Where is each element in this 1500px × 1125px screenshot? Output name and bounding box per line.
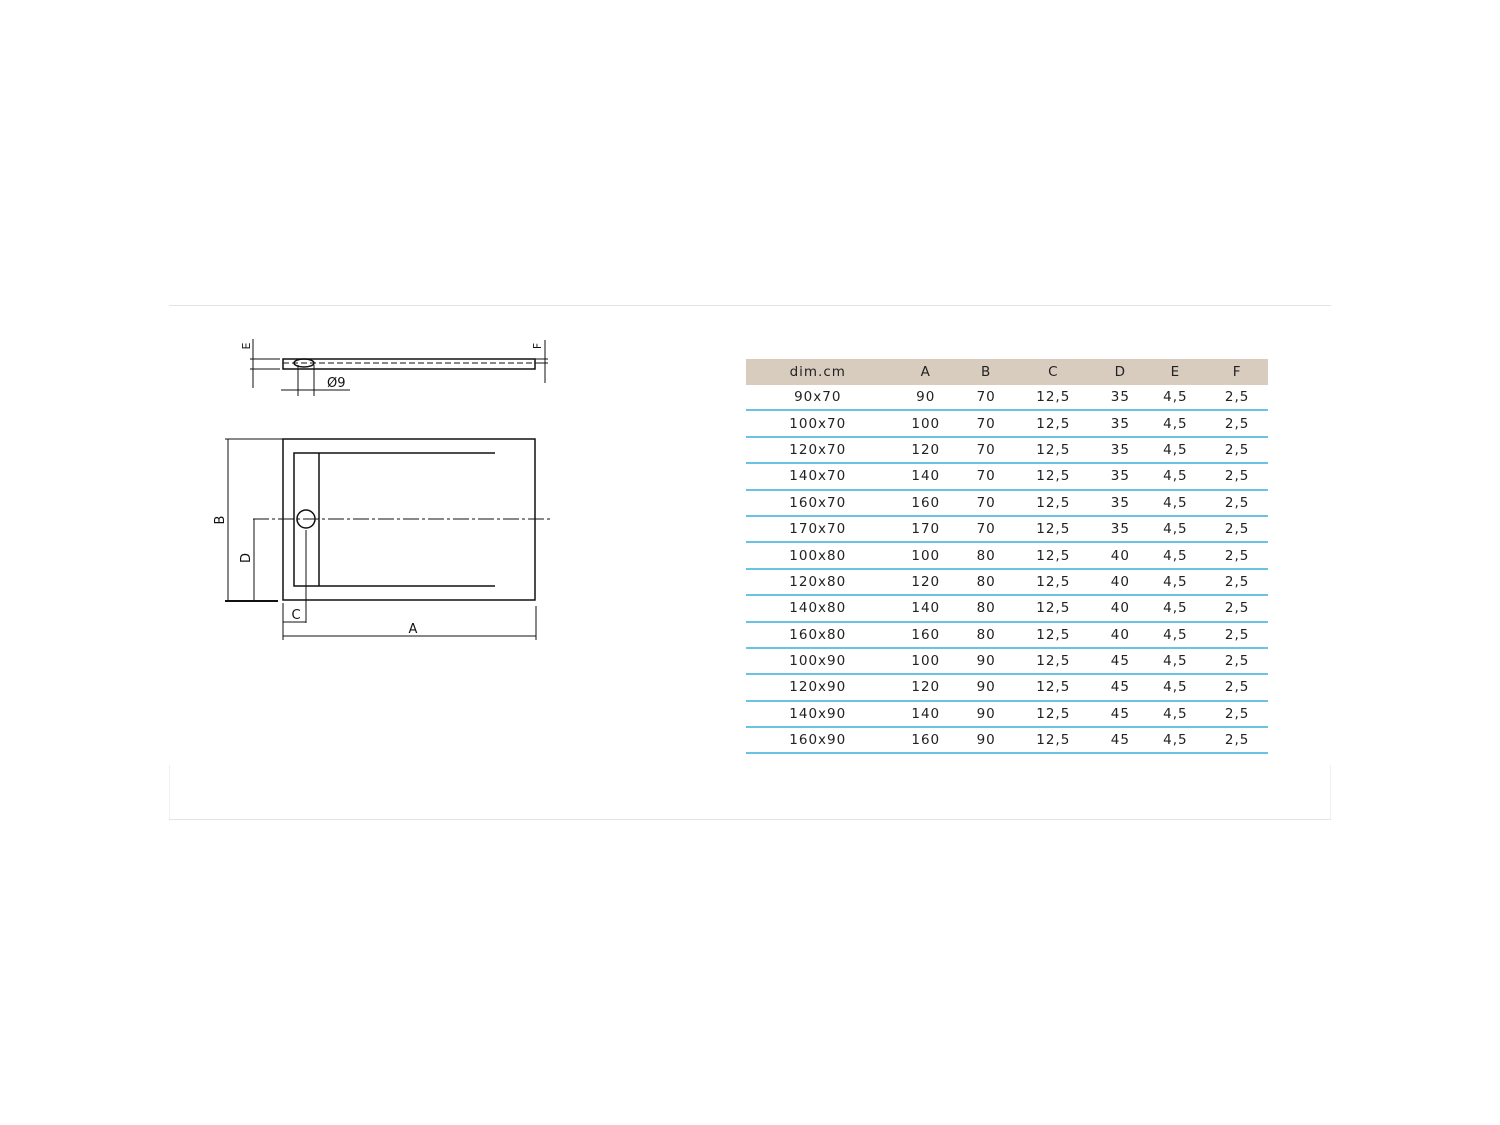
table-cell: 12,5 — [1010, 569, 1096, 595]
table-cell: 4,5 — [1145, 595, 1207, 621]
column-header: C — [1010, 359, 1096, 385]
label-diameter: Ø9 — [327, 376, 346, 391]
column-header: dim.cm — [746, 359, 889, 385]
table-cell: 2,5 — [1206, 410, 1268, 436]
column-header: D — [1096, 359, 1144, 385]
table-row — [746, 490, 1268, 516]
table-cell: 4,5 — [1145, 542, 1207, 568]
table-cell: 2,5 — [1206, 727, 1268, 753]
table-cell: 160 — [889, 727, 962, 753]
table-cell: 4,5 — [1145, 701, 1207, 727]
table-row — [746, 727, 1268, 753]
table-cell: 70 — [962, 516, 1010, 542]
table-cell: 70 — [962, 385, 1010, 410]
table-cell: 120 — [889, 674, 962, 700]
table-cell: 170x70 — [746, 516, 889, 542]
table-cell: 12,5 — [1010, 490, 1096, 516]
label-b: B — [213, 515, 228, 525]
table-header-row — [746, 359, 1268, 385]
table-cell: 35 — [1096, 463, 1144, 489]
table-cell: 4,5 — [1145, 410, 1207, 436]
table-cell: 4,5 — [1145, 385, 1207, 410]
table-cell: 35 — [1096, 410, 1144, 436]
table-cell: 4,5 — [1145, 622, 1207, 648]
table-cell: 40 — [1096, 622, 1144, 648]
table-cell: 12,5 — [1010, 516, 1096, 542]
table-cell: 80 — [962, 595, 1010, 621]
top-view — [225, 439, 550, 640]
table-row — [746, 701, 1268, 727]
table-cell: 160x80 — [746, 622, 889, 648]
table-cell: 4,5 — [1145, 727, 1207, 753]
table-cell: 12,5 — [1010, 463, 1096, 489]
table-cell: 70 — [962, 463, 1010, 489]
table-cell: 4,5 — [1145, 437, 1207, 463]
table-cell: 100x70 — [746, 410, 889, 436]
table-row — [746, 463, 1268, 489]
label-e: E — [240, 342, 253, 350]
table-cell: 40 — [1096, 569, 1144, 595]
table-cell: 45 — [1096, 674, 1144, 700]
table-cell: 140 — [889, 463, 962, 489]
table-cell: 2,5 — [1206, 463, 1268, 489]
table-cell: 90 — [962, 674, 1010, 700]
label-f: F — [531, 342, 544, 350]
table-cell: 100x90 — [746, 648, 889, 674]
table-cell: 80 — [962, 622, 1010, 648]
table-cell: 120x90 — [746, 674, 889, 700]
table-cell: 2,5 — [1206, 490, 1268, 516]
table-cell: 160x70 — [746, 490, 889, 516]
table-row — [746, 516, 1268, 542]
table-cell: 70 — [962, 410, 1010, 436]
column-header: F — [1206, 359, 1268, 385]
table-cell: 170 — [889, 516, 962, 542]
column-header: B — [962, 359, 1010, 385]
table-cell: 4,5 — [1145, 516, 1207, 542]
table-cell: 2,5 — [1206, 648, 1268, 674]
label-d: D — [239, 552, 254, 564]
table-cell: 45 — [1096, 701, 1144, 727]
table-cell: 12,5 — [1010, 410, 1096, 436]
table-row — [746, 569, 1268, 595]
table-row — [746, 385, 1268, 410]
table-cell: 90x70 — [746, 385, 889, 410]
label-a: A — [408, 622, 418, 637]
table-cell: 2,5 — [1206, 622, 1268, 648]
table-row — [746, 648, 1268, 674]
table-cell: 120x70 — [746, 437, 889, 463]
label-c: C — [291, 608, 301, 623]
table-cell: 12,5 — [1010, 701, 1096, 727]
table-cell: 140 — [889, 701, 962, 727]
table-row — [746, 410, 1268, 436]
table-cell: 70 — [962, 437, 1010, 463]
table-cell: 100 — [889, 648, 962, 674]
table-cell: 12,5 — [1010, 648, 1096, 674]
table-cell: 2,5 — [1206, 595, 1268, 621]
table-cell: 35 — [1096, 385, 1144, 410]
table-cell: 80 — [962, 569, 1010, 595]
table-cell: 12,5 — [1010, 622, 1096, 648]
table-cell: 35 — [1096, 490, 1144, 516]
table-cell: 12,5 — [1010, 437, 1096, 463]
table-cell: 2,5 — [1206, 385, 1268, 410]
table-row — [746, 542, 1268, 568]
table-cell: 160 — [889, 622, 962, 648]
table-cell: 90 — [962, 701, 1010, 727]
column-header: A — [889, 359, 962, 385]
table-cell: 12,5 — [1010, 385, 1096, 410]
table-cell: 4,5 — [1145, 463, 1207, 489]
table-cell: 12,5 — [1010, 727, 1096, 753]
table-cell: 45 — [1096, 727, 1144, 753]
table-cell: 2,5 — [1206, 542, 1268, 568]
table-cell: 100x80 — [746, 542, 889, 568]
table-cell: 140x90 — [746, 701, 889, 727]
table-cell: 100 — [889, 542, 962, 568]
table-cell: 4,5 — [1145, 490, 1207, 516]
table-row — [746, 437, 1268, 463]
table-cell: 40 — [1096, 595, 1144, 621]
table-cell: 2,5 — [1206, 437, 1268, 463]
table-cell: 120x80 — [746, 569, 889, 595]
table-cell: 160x90 — [746, 727, 889, 753]
table-row — [746, 674, 1268, 700]
table-cell: 4,5 — [1145, 674, 1207, 700]
dimensions-table — [746, 359, 1268, 754]
table-cell: 100 — [889, 410, 962, 436]
table-cell: 120 — [889, 437, 962, 463]
table-cell: 12,5 — [1010, 595, 1096, 621]
table-cell: 140 — [889, 595, 962, 621]
table-cell: 140x80 — [746, 595, 889, 621]
table-cell: 35 — [1096, 437, 1144, 463]
table-cell: 90 — [962, 648, 1010, 674]
table-cell: 160 — [889, 490, 962, 516]
table-cell: 2,5 — [1206, 701, 1268, 727]
table-cell: 2,5 — [1206, 516, 1268, 542]
table-cell: 140x70 — [746, 463, 889, 489]
table-cell: 80 — [962, 542, 1010, 568]
table-row — [746, 595, 1268, 621]
table-cell: 4,5 — [1145, 569, 1207, 595]
column-header: E — [1145, 359, 1207, 385]
table-row — [746, 622, 1268, 648]
table-cell: 90 — [962, 727, 1010, 753]
table-cell: 12,5 — [1010, 674, 1096, 700]
table-cell: 4,5 — [1145, 648, 1207, 674]
table-cell: 2,5 — [1206, 569, 1268, 595]
side-view — [250, 339, 548, 396]
table-cell: 45 — [1096, 648, 1144, 674]
table-cell: 35 — [1096, 516, 1144, 542]
table-cell: 90 — [889, 385, 962, 410]
table-cell: 40 — [1096, 542, 1144, 568]
table-cell: 120 — [889, 569, 962, 595]
table-cell: 12,5 — [1010, 542, 1096, 568]
table-cell: 2,5 — [1206, 674, 1268, 700]
table-cell: 70 — [962, 490, 1010, 516]
